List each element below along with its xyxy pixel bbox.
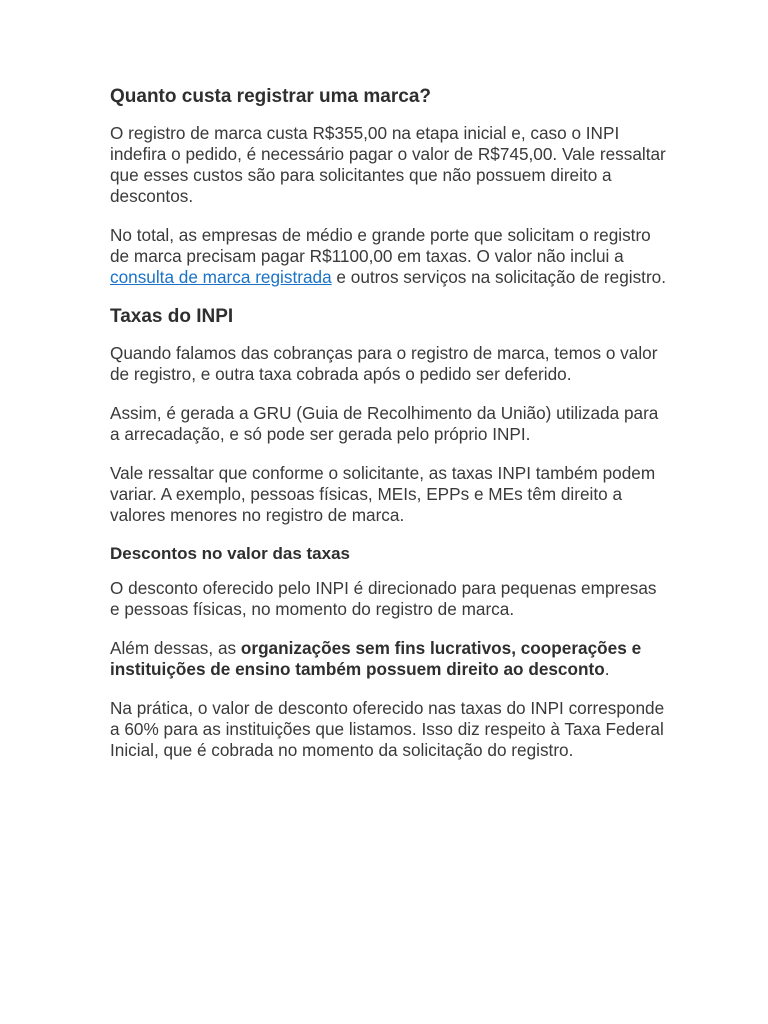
paragraph-organizacoes	[110, 638, 670, 680]
paragraph-cobrancas: Quando falamos das cobranças para o registro de marca, temos o valor de registro, e outra taxa cobrada após o pedido ser deferido.	[110, 342, 658, 384]
heading-taxas: Taxas do INPI	[110, 305, 234, 327]
paragraph-total-fees	[110, 225, 670, 288]
paragraph-cost-intro: O registro de marca custa R$355,00 na etapa inicial e, caso o INPI indefira o pedido, é necessário pagar o valor de R$745,00. Vale ressaltar que esses custos são para solicitantes que não possuem direito a descontos.	[110, 122, 666, 206]
document-page	[110, 86, 670, 779]
paragraph-total-fees-text: No total, as empresas de médio e grande porte que solicitam o registro de marca precisam pagar R$1100,00 em taxas. O valor não inclui a	[110, 224, 651, 266]
paragraph-desconto-inpi: O desconto oferecido pelo INPI é direcionado para pequenas empresas e pessoas físicas, no momento do registro de marca.	[110, 577, 657, 619]
heading-descontos: Descontos no valor das taxas	[110, 543, 350, 563]
paragraph-organizacoes-text: Além dessas, as	[110, 637, 241, 658]
paragraph-total-fees-text-end: e outros serviços na solicitação de registro.	[331, 266, 667, 287]
link-consulta-marca[interactable]: consulta de marca registrada	[110, 266, 332, 287]
paragraph-gru: Assim, é gerada a GRU (Guia de Recolhimento da União) utilizada para a arrecadação, e só pode ser gerada pelo próprio INPI.	[110, 402, 659, 444]
paragraph-organizacoes-end: .	[604, 658, 610, 679]
bold-organizacoes: organizações sem fins lucrativos, cooperações e instituições de ensino também possuem direito ao desconto	[110, 637, 642, 679]
paragraph-pratica: Na prática, o valor de desconto oferecido nas taxas do INPI corresponde a 60% para as instituições que listamos. Isso diz respeito à Taxa Federal Inicial, que é cobrada no momento da solicitação do registro.	[110, 697, 665, 760]
heading-cost: Quanto custa registrar uma marca?	[110, 86, 431, 107]
paragraph-variacao: Vale ressaltar que conforme o solicitante, as taxas INPI também podem variar. A exemplo, pessoas físicas, MEIs, EPPs e MEs têm direito a valores menores no registro de marca.	[110, 462, 656, 525]
